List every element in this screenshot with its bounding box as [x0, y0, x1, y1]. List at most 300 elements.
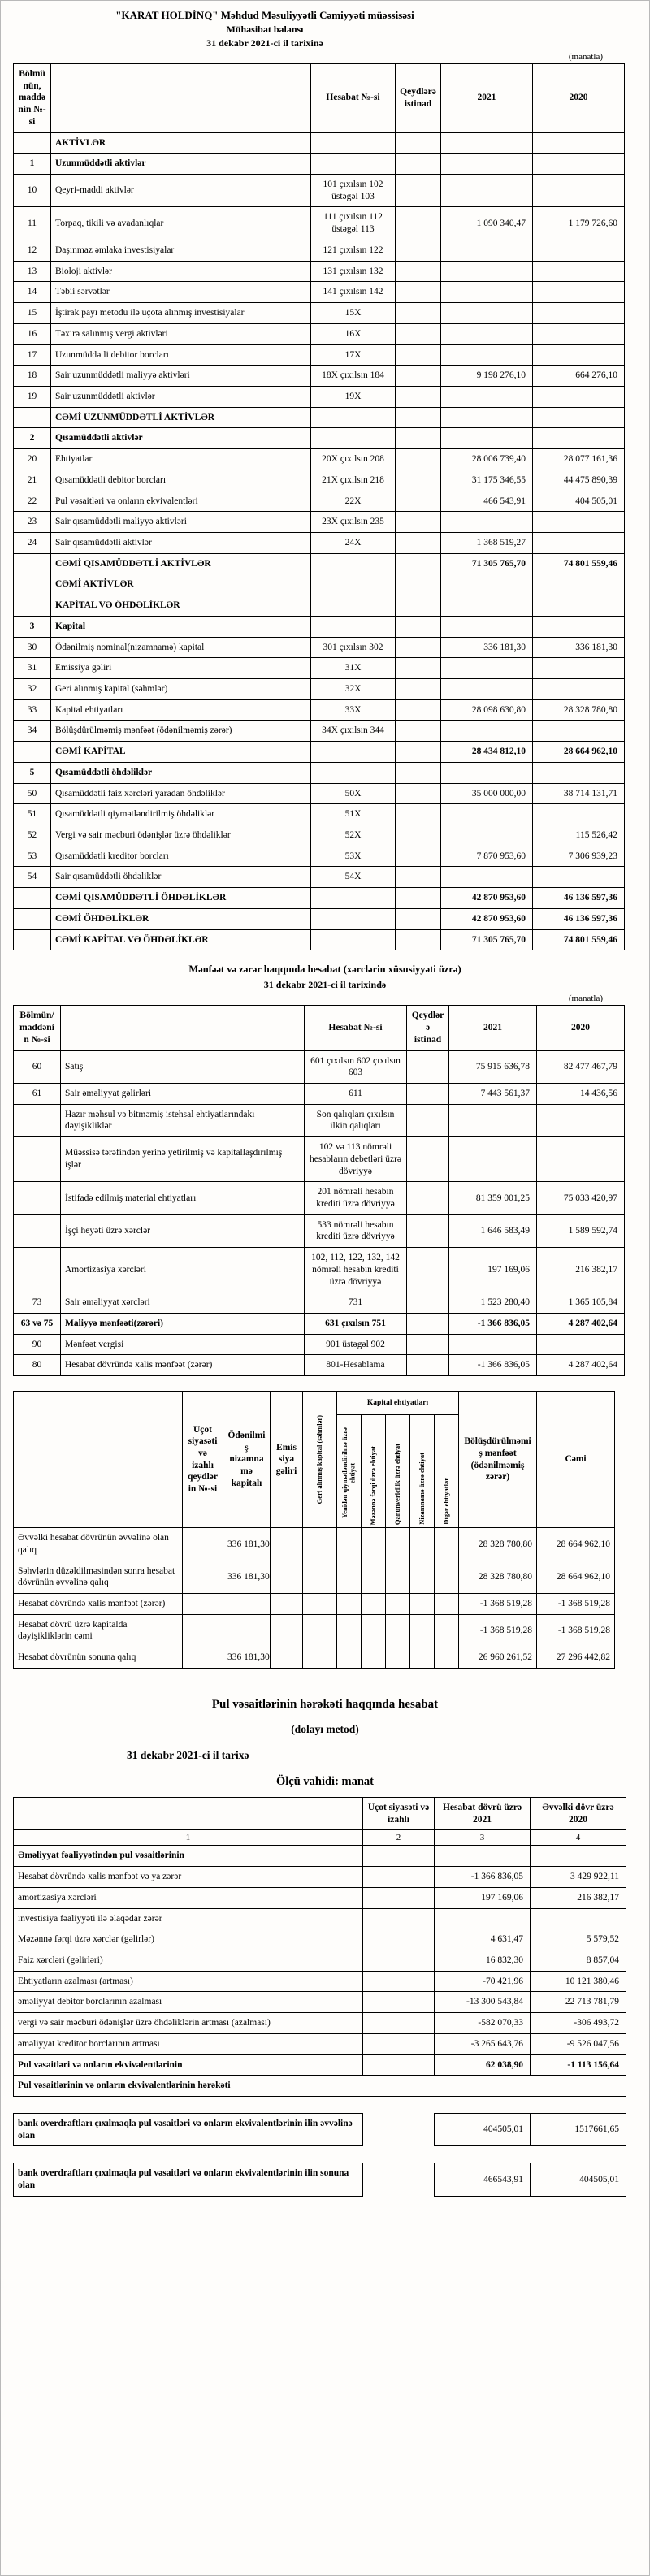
cell-no	[14, 407, 51, 428]
cell-paid: 336 181,30	[223, 1528, 271, 1561]
cell-no: 14	[14, 282, 51, 303]
cell-no: 60	[14, 1050, 61, 1083]
cell-no	[14, 1182, 61, 1214]
cell-paid	[223, 1594, 271, 1615]
cell-label: Əvvəlki hesabat dövrünün əvvəlinə olan qalıq	[14, 1528, 183, 1561]
cell-y2020	[533, 574, 625, 595]
cell-account	[311, 154, 396, 175]
cell-name: Sair əməliyyat gəlirləri	[61, 1083, 305, 1104]
cell-fx	[362, 1594, 386, 1615]
cell-emission	[271, 1561, 303, 1593]
col-previous-period-2020: Əvvəlki dövr üzrə 2020	[531, 1797, 626, 1829]
col-2021: 2021	[441, 64, 533, 133]
cell-account	[311, 616, 396, 637]
cell-name: CƏMİ AKTİVLƏR	[51, 574, 311, 595]
cell-policy	[183, 1528, 223, 1561]
cell-account	[311, 929, 396, 950]
table-row	[14, 207, 625, 240]
cell-y2021	[435, 1846, 531, 1867]
table-row	[14, 175, 625, 207]
cell-note	[396, 595, 441, 617]
cell-y2021	[441, 658, 533, 679]
col-number-1: 1	[14, 1830, 363, 1846]
cell-label: Səhvlərin düzəldilməsindən sonra hesabat dövrünün əvvəlinə qalıq	[14, 1561, 183, 1593]
cell-y2020: -9 526 047,56	[531, 2033, 626, 2054]
cell-other	[435, 1594, 459, 1615]
cell-other	[435, 1528, 459, 1561]
col-2020: 2020	[537, 1006, 625, 1050]
cell-name: Daşınmaz əmlaka investisiyalar	[51, 240, 311, 261]
table-row	[14, 1950, 626, 1972]
table-row	[14, 512, 625, 533]
cell-account: 53X	[311, 846, 396, 867]
cell-account	[311, 553, 396, 574]
cell-y2020: 38 714 131,71	[533, 783, 625, 804]
cell-no: 16	[14, 323, 51, 344]
cell-name: Sair uzunmüddətli maliyyə aktivləri	[51, 366, 311, 387]
cell-y2020: 404 505,01	[533, 491, 625, 512]
cell-label: Məzənnə fərqi üzrə xərclər (gəlirlər)	[14, 1929, 363, 1950]
cell-label: əməliyyat debitor borclarının azalması	[14, 1992, 363, 2013]
cell-no: 21	[14, 470, 51, 491]
cell-account	[311, 574, 396, 595]
cell-fx	[362, 1561, 386, 1593]
cell-y2020: 28 328 780,80	[533, 699, 625, 721]
cell-note	[396, 721, 441, 742]
cash-flow-table	[13, 1797, 626, 2097]
cell-y2021	[441, 867, 533, 888]
cell-name: Sair qısamüddətli aktivlər	[51, 532, 311, 553]
cell-y2021	[441, 721, 533, 742]
cell-no: 17	[14, 344, 51, 366]
cell-name: Uzunmüddətli debitor borcları	[51, 344, 311, 366]
balance-sheet-table	[13, 63, 625, 950]
cell-y2020: 46 136 597,36	[533, 888, 625, 909]
cell-y2021	[441, 595, 533, 617]
opening-balance-2021: 404505,01	[435, 2114, 531, 2146]
cell-note	[396, 888, 441, 909]
cell-y2020: -1 113 156,64	[531, 2054, 626, 2076]
table-row	[14, 742, 625, 763]
cell-note	[407, 1214, 449, 1247]
table-row	[14, 1867, 626, 1888]
cell-no	[14, 908, 51, 929]
cell-y2021: 7 870 953,60	[441, 846, 533, 867]
cell-note	[396, 323, 441, 344]
cell-y2021: 42 870 953,60	[441, 888, 533, 909]
table-row	[14, 699, 625, 721]
cell-note	[396, 637, 441, 658]
cell-y2021	[441, 303, 533, 324]
cell-name: AKTİVLƏR	[51, 132, 311, 154]
cell-account: 20X çıxılsın 208	[311, 449, 396, 470]
cell-note	[396, 132, 441, 154]
cell-name: Torpaq, tikili və avadanlıqlar	[51, 207, 311, 240]
cell-note	[396, 449, 441, 470]
cell-account: 533 nömrəli hesabın krediti üzrə dövriyyə	[305, 1214, 407, 1247]
col-section-no: Bölmün/maddənin №-si	[14, 1006, 61, 1050]
cell-account: 731	[305, 1292, 407, 1314]
cell-retained: 28 328 780,80	[459, 1561, 537, 1593]
cell-y2021	[435, 1908, 531, 1929]
cell-y2021: 28 006 739,40	[441, 449, 533, 470]
equity-changes-table	[13, 1391, 615, 1669]
cell-y2021: 28 434 812,10	[441, 742, 533, 763]
cell-no: 20	[14, 449, 51, 470]
table-row	[14, 804, 625, 825]
cell-policy	[363, 1908, 435, 1929]
cell-fx	[362, 1528, 386, 1561]
cell-note	[396, 261, 441, 282]
cell-no: 51	[14, 804, 51, 825]
cell-total: -1 368 519,28	[537, 1594, 615, 1615]
cell-name: İştirak payı metodu ilə uçota alınmış investisiyalar	[51, 303, 311, 324]
table-row	[14, 929, 625, 950]
cell-y2021: 336 181,30	[441, 637, 533, 658]
cell-y2021	[441, 616, 533, 637]
cell-y2020: 82 477 467,79	[537, 1050, 625, 1083]
table-row	[14, 762, 625, 783]
cell-y2021: -1 366 836,05	[449, 1314, 537, 1335]
cell-emission	[271, 1647, 303, 1669]
cell-y2021: 466 543,91	[441, 491, 533, 512]
table-row	[14, 1050, 625, 1083]
cell-policy	[183, 1594, 223, 1615]
cell-account: 801-Hesablama	[305, 1355, 407, 1376]
treasury-shares-label: Geri alınmış kapital (səhmlər)	[314, 1415, 323, 1504]
cell-y2021: 1 368 519,27	[441, 532, 533, 553]
cell-label: amortizasiya xərcləri	[14, 1887, 363, 1908]
cell-account: 631 çıxılsın 751	[305, 1314, 407, 1335]
col-2020: 2020	[533, 64, 625, 133]
table-row	[14, 449, 625, 470]
cell-policy	[363, 2013, 435, 2034]
cell-note	[396, 532, 441, 553]
cell-y2020	[533, 679, 625, 700]
cell-no: 1	[14, 154, 51, 175]
table-row	[14, 721, 625, 742]
cell-y2020: 664 276,10	[533, 366, 625, 387]
cell-account: 131 çıxılsın 132	[311, 261, 396, 282]
cell-account	[311, 762, 396, 783]
cell-no: 63 və 75	[14, 1314, 61, 1335]
cell-treasury	[303, 1528, 337, 1561]
cell-y2021	[441, 282, 533, 303]
cell-no: 5	[14, 762, 51, 783]
col-treasury-shares	[303, 1392, 337, 1528]
equity-header-row-1	[14, 1392, 615, 1415]
cell-y2020	[533, 240, 625, 261]
cell-no	[14, 742, 51, 763]
cell-account: 111 çıxılsın 112 üstəgəl 113	[311, 207, 396, 240]
cell-account	[311, 888, 396, 909]
cell-label: Pul vəsaitlərinin və onların ekvivalentlərinin hərəkəti	[14, 2076, 626, 2097]
cell-charter	[410, 1647, 435, 1669]
cell-y2021	[441, 762, 533, 783]
table-row	[14, 574, 625, 595]
table-row	[14, 1614, 615, 1647]
cell-y2021	[441, 154, 533, 175]
cell-note	[407, 1050, 449, 1083]
cell-y2020: 14 436,56	[537, 1083, 625, 1104]
cell-account: 52X	[311, 825, 396, 846]
cell-no: 33	[14, 699, 51, 721]
cell-legal	[386, 1614, 410, 1647]
cell-no: 24	[14, 532, 51, 553]
cell-y2020	[537, 1137, 625, 1182]
cell-y2020	[533, 658, 625, 679]
cell-note	[396, 303, 441, 324]
cell-name: Sair uzunmüddətli aktivlər	[51, 386, 311, 407]
cell-y2020	[537, 1334, 625, 1355]
cell-label: Hesabat dövründə xalis mənfəət (zərər)	[14, 1594, 183, 1615]
cell-treasury	[303, 1647, 337, 1669]
cell-y2020	[533, 512, 625, 533]
cell-y2020	[533, 804, 625, 825]
cell-charter	[410, 1528, 435, 1561]
cell-no	[14, 1214, 61, 1247]
cell-policy	[363, 1992, 435, 2013]
cash-flow-header	[13, 1698, 637, 1789]
cell-total: 27 296 442,82	[537, 1647, 615, 1669]
cell-no	[14, 132, 51, 154]
cell-name: Qısamüddətli debitor borcları	[51, 470, 311, 491]
cell-no: 22	[14, 491, 51, 512]
cell-y2021: 7 443 561,37	[449, 1083, 537, 1104]
cash-flow-column-numbers-row	[14, 1830, 626, 1846]
col-other-reserves	[435, 1415, 459, 1528]
cell-legal	[386, 1647, 410, 1669]
cell-charter	[410, 1561, 435, 1593]
cell-y2020: 1 365 105,84	[537, 1292, 625, 1314]
cell-label: Ehtiyatların azalması (artması)	[14, 1971, 363, 1992]
cell-y2021: 75 915 636,78	[449, 1050, 537, 1083]
cell-y2021	[441, 512, 533, 533]
cell-y2021: 197 169,06	[449, 1248, 537, 1292]
col-accounting-policy: Uçot siyasəti və izahlı	[363, 1797, 435, 1829]
cell-y2021: 71 305 765,70	[441, 929, 533, 950]
cell-note	[396, 658, 441, 679]
income-statement-header-row	[14, 1006, 625, 1050]
cell-y2021: 1 646 583,49	[449, 1214, 537, 1247]
col-section-no: Bölmünün, maddənin №-si	[14, 64, 51, 133]
cell-label: Hesabat dövrünün sonuna qalıq	[14, 1647, 183, 1669]
cash-flow-method: (dolayı metod)	[291, 1722, 359, 1735]
cell-y2020	[533, 616, 625, 637]
cell-y2021	[441, 175, 533, 207]
table-row	[14, 1992, 626, 2013]
cell-y2020: -306 493,72	[531, 2013, 626, 2034]
cell-note	[396, 344, 441, 366]
income-statement-table	[13, 1005, 625, 1376]
cell-y2021: -13 300 543,84	[435, 1992, 531, 2013]
cell-y2020	[533, 132, 625, 154]
company-title: "KARAT HOLDİNQ" Məhdud Məsuliyyətli Cəmiyyəti müəssisəsi	[115, 9, 414, 21]
cell-fx	[362, 1647, 386, 1669]
cell-y2021: 62 038,90	[435, 2054, 531, 2076]
cell-reval	[337, 1614, 362, 1647]
cell-no: 19	[14, 386, 51, 407]
cell-name: Sair əməliyyat xərcləri	[61, 1292, 305, 1314]
table-row	[14, 637, 625, 658]
cell-no	[14, 1248, 61, 1292]
cell-note	[396, 512, 441, 533]
cell-y2020	[537, 1104, 625, 1136]
cell-paid: 336 181,30	[223, 1561, 271, 1593]
cell-total: 28 664 962,10	[537, 1561, 615, 1593]
cell-name: İşçi heyəti üzrə xərclər	[61, 1214, 305, 1247]
cell-y2021	[449, 1104, 537, 1136]
cell-y2020	[533, 261, 625, 282]
report-title-balance-sheet: Mühasibat balansı	[226, 24, 304, 35]
cell-no: 12	[14, 240, 51, 261]
table-row	[14, 2033, 626, 2054]
cell-name: Maliyyə mənfəəti(zərəri)	[61, 1314, 305, 1335]
capital-reserves-group-header: Kapital ehtiyatları	[337, 1392, 459, 1415]
cell-account: 101 çıxılsın 102 üstəgəl 103	[311, 175, 396, 207]
col-retained-earnings: Bölüşdürülməmiş mənfəət (ödənilməmiş zərər)	[459, 1392, 537, 1528]
cell-y2021: 35 000 000,00	[441, 783, 533, 804]
table-row	[14, 1594, 615, 1615]
cell-y2020	[531, 1908, 626, 1929]
cell-no: 61	[14, 1083, 61, 1104]
table-row	[14, 1846, 626, 1867]
cell-account: 54X	[311, 867, 396, 888]
cell-note	[396, 762, 441, 783]
cell-charter	[410, 1594, 435, 1615]
cell-name: Sair qısamüddətli maliyyə aktivləri	[51, 512, 311, 533]
cell-y2021: 197 169,06	[435, 1887, 531, 1908]
col-revaluation-reserve	[337, 1415, 362, 1528]
table-row	[14, 366, 625, 387]
cell-account: 23X çıxılsın 235	[311, 512, 396, 533]
cell-paid	[223, 1614, 271, 1647]
cell-y2021: -3 265 643,76	[435, 2033, 531, 2054]
cell-policy	[183, 1647, 223, 1669]
cell-note	[396, 679, 441, 700]
table-row	[14, 867, 625, 888]
cell-y2020	[533, 323, 625, 344]
cell-note	[396, 553, 441, 574]
cell-note	[407, 1355, 449, 1376]
table-row	[14, 1355, 625, 1376]
table-row	[14, 2076, 626, 2097]
cell-note	[396, 825, 441, 846]
cell-y2020: 28 664 962,10	[533, 742, 625, 763]
cell-label: Hesabat dövründə xalis mənfəət və ya zərər	[14, 1867, 363, 1888]
cell-y2021: 42 870 953,60	[441, 908, 533, 929]
charter-reserve-label: Nizamnamə üzrə ehtiyat	[417, 1453, 426, 1526]
cell-name: Müəssisə tərəfindən yerinə yetirilmiş və kapitallaşdırılmış işlər	[61, 1137, 305, 1182]
cell-note	[407, 1292, 449, 1314]
table-row	[14, 240, 625, 261]
table-row	[14, 2163, 626, 2196]
cell-no	[14, 929, 51, 950]
cell-no: 54	[14, 867, 51, 888]
cell-y2020: 74 801 559,46	[533, 553, 625, 574]
table-row	[14, 679, 625, 700]
table-row	[14, 1182, 625, 1214]
cell-no: 90	[14, 1334, 61, 1355]
cell-y2021	[441, 240, 533, 261]
cell-no: 73	[14, 1292, 61, 1314]
cell-name: Kapital ehtiyatları	[51, 699, 311, 721]
cell-account: 31X	[311, 658, 396, 679]
cell-name: İstifadə edilmiş material ehtiyatları	[61, 1182, 305, 1214]
cell-y2020	[533, 154, 625, 175]
cell-account: Son qalıqları çıxılsın ilkin qalıqları	[305, 1104, 407, 1136]
cell-y2021	[441, 132, 533, 154]
cell-note	[396, 699, 441, 721]
table-row	[14, 1908, 626, 1929]
income-statement-header	[13, 963, 637, 991]
cell-y2021	[441, 679, 533, 700]
table-row	[14, 344, 625, 366]
cell-note	[396, 929, 441, 950]
table-row	[14, 616, 625, 637]
cell-y2020	[533, 428, 625, 449]
cell-account: 19X	[311, 386, 396, 407]
cell-account: 601 çıxılsın 602 çıxılsın 603	[305, 1050, 407, 1083]
cell-reval	[337, 1647, 362, 1669]
table-row	[14, 1248, 625, 1292]
table-row	[14, 553, 625, 574]
cell-note	[396, 908, 441, 929]
cell-label: investisiya fəaliyyəti ilə əlaqədar zərər	[14, 1908, 363, 1929]
income-statement-date: 31 dekabr 2021-ci il tarixində	[263, 979, 387, 991]
col-fx-reserve	[362, 1415, 386, 1528]
cell-note	[396, 386, 441, 407]
opening-balance-label: bank overdraftları çıxılmaqla pul vəsaitləri və onların ekvivalentlərinin ilin əvvəlinə olan	[14, 2114, 363, 2146]
cash-flow-unit: Ölçü vahidi: manat	[275, 1774, 375, 1788]
cell-retained: -1 368 519,28	[459, 1594, 537, 1615]
cell-name: Qeyri-maddi aktivlər	[51, 175, 311, 207]
spacer-cell	[363, 2114, 435, 2146]
cell-name: Mənfəət vergisi	[61, 1334, 305, 1355]
cell-note	[396, 846, 441, 867]
col-reporting-period-2021: Hesabat dövrü üzrə 2021	[435, 1797, 531, 1829]
cell-y2020	[533, 407, 625, 428]
cell-note	[396, 470, 441, 491]
col-item-name	[61, 1006, 305, 1050]
col-item-label	[14, 1797, 363, 1829]
col-notes-ref: Qeydlərə istinad	[407, 1006, 449, 1050]
cell-no	[14, 888, 51, 909]
cell-y2021: 81 359 001,25	[449, 1182, 537, 1214]
table-row	[14, 1561, 615, 1593]
cell-note	[396, 742, 441, 763]
cell-y2020: 216 382,17	[537, 1248, 625, 1292]
legal-reserve-label: Qanunvericilik üzrə ehtiyat	[392, 1444, 401, 1526]
cash-flow-date: 31 dekabr 2021-ci il tarixə	[127, 1748, 249, 1761]
cell-retained: 28 328 780,80	[459, 1528, 537, 1561]
cell-y2020: 4 287 402,64	[537, 1355, 625, 1376]
table-row	[14, 532, 625, 553]
cash-flow-header-row	[14, 1797, 626, 1829]
cell-y2020	[533, 282, 625, 303]
cell-account: 611	[305, 1083, 407, 1104]
cell-note	[396, 282, 441, 303]
cell-note	[407, 1104, 449, 1136]
cell-name: Bioloji aktivlər	[51, 261, 311, 282]
cell-note	[396, 428, 441, 449]
cell-y2021: -70 421,96	[435, 1971, 531, 1992]
cell-account	[311, 595, 396, 617]
cell-treasury	[303, 1614, 337, 1647]
table-row	[14, 1314, 625, 1335]
cash-flow-opening-balance-row	[13, 2113, 626, 2146]
col-item-name	[51, 64, 311, 133]
